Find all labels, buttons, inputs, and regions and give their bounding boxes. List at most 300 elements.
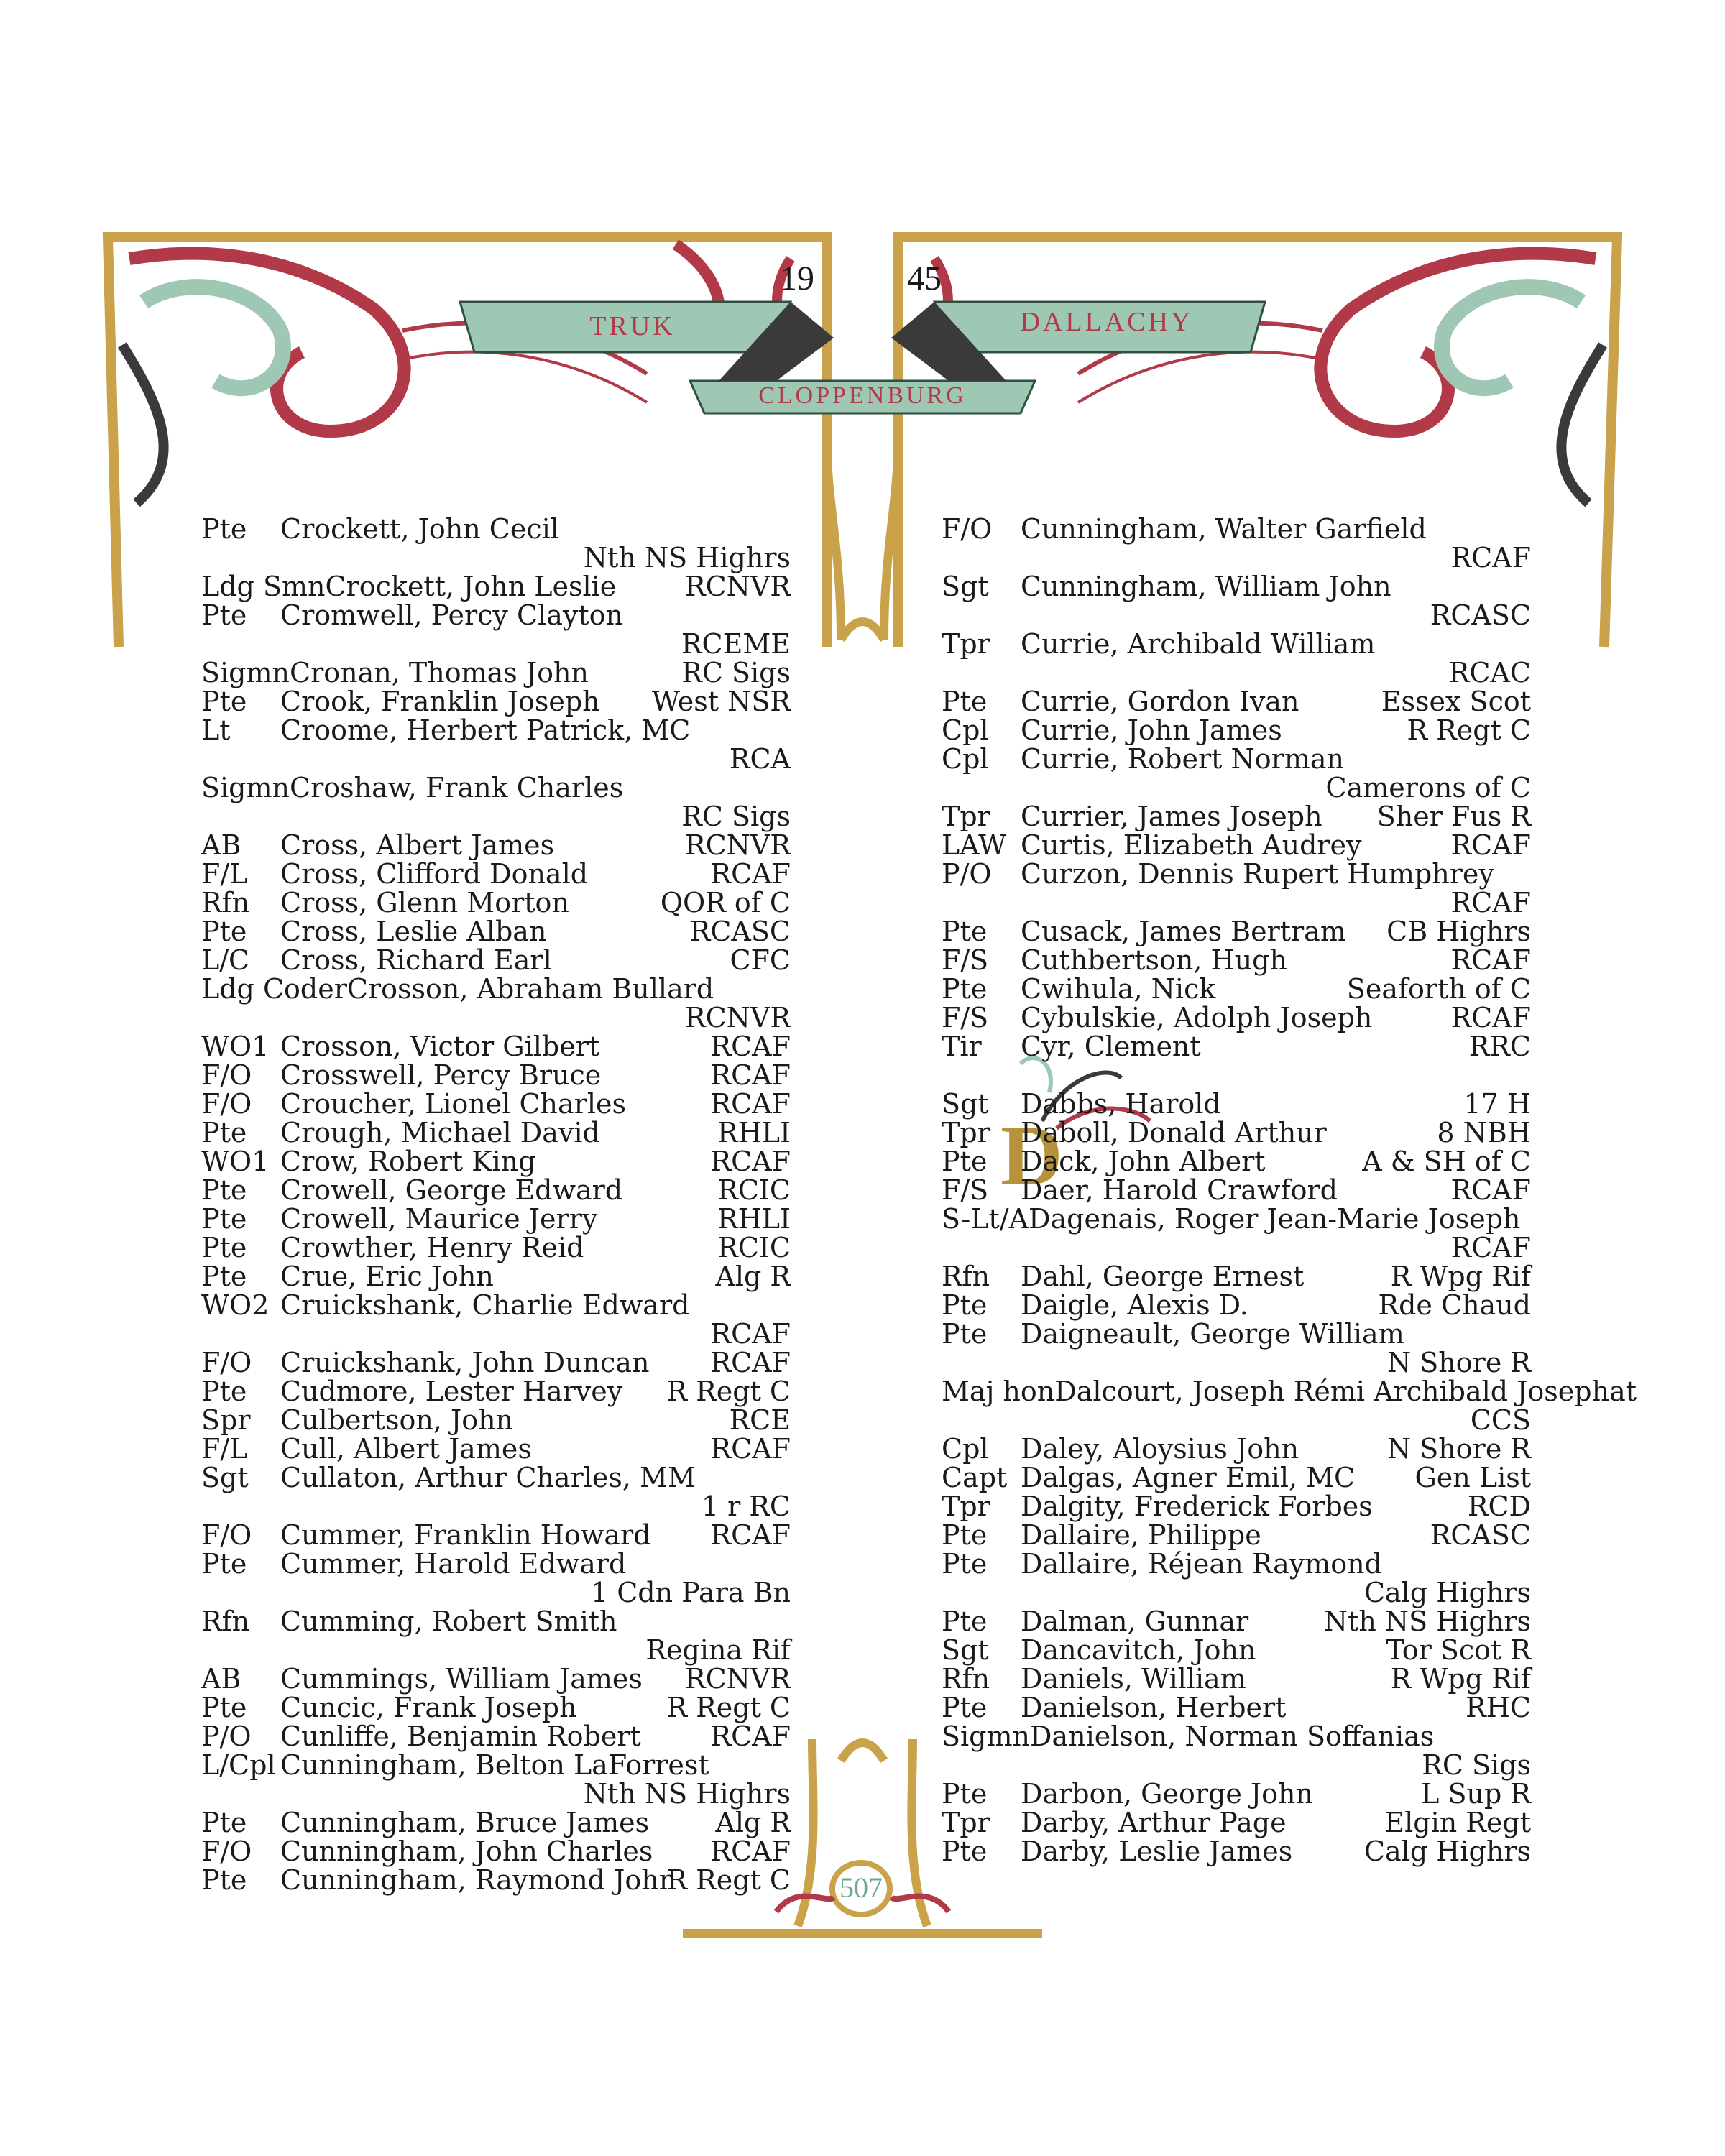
roll-entry — [942, 860, 1531, 917]
roll-entry — [942, 687, 1531, 716]
entry-rank: Pte — [942, 1778, 988, 1810]
entry-unit: R Wpg Rif — [1390, 1663, 1531, 1695]
entry-rank: Rfn — [942, 1663, 990, 1695]
entry-name: Cromwell, Percy Clayton — [280, 599, 623, 631]
entry-unit: RHC — [1466, 1692, 1531, 1723]
entry-unit: RCAF — [710, 1088, 791, 1120]
entry-name: Dalcourt, Joseph Rémi Archibald Josephat — [1054, 1376, 1637, 1407]
roll-entry — [942, 1779, 1531, 1808]
entry-unit: RCAF — [1450, 542, 1531, 573]
entry-unit: Regina Rif — [645, 1634, 791, 1666]
roll-entry — [942, 1319, 1531, 1377]
entry-rank: F/O — [201, 1835, 252, 1867]
entry-rank: Pte — [201, 1376, 247, 1407]
entry-name: Currie, Archibald William — [1021, 628, 1376, 660]
entry-rank: Tpr — [942, 1807, 990, 1838]
entry-name: Cross, Glenn Morton — [280, 887, 569, 918]
entry-name: Cross, Leslie Alban — [280, 916, 547, 947]
entry-rank: Cpl — [942, 743, 989, 775]
entry-name: Crue, Eric John — [280, 1261, 494, 1292]
entry-rank: Pte — [942, 973, 988, 1005]
entry-name: Cusack, James Bertram — [1021, 916, 1346, 947]
entry-name: Crosswell, Percy Bruce — [280, 1059, 602, 1091]
entry-name: Darbon, George John — [1021, 1778, 1313, 1810]
entry-rank: Pte — [201, 916, 247, 947]
entry-unit: RCAF — [710, 1059, 791, 1091]
entry-unit: West NSR — [651, 686, 791, 717]
entry-unit: RC Sigs — [681, 801, 791, 832]
entry-name: Crosson, Victor Gilbert — [280, 1031, 600, 1062]
roll-entry — [201, 1262, 791, 1291]
entry-rank: Rfn — [201, 1606, 250, 1637]
entry-rank: Rfn — [942, 1261, 990, 1292]
section-gap — [942, 1061, 1531, 1089]
entry-name: Crow, Robert King — [280, 1146, 536, 1177]
roll-entry — [201, 1032, 791, 1061]
entry-name: Cruickshank, Charlie Edward — [280, 1289, 690, 1321]
roll-entry — [942, 1549, 1531, 1607]
roll-entry — [201, 1377, 791, 1406]
entry-unit: R Regt C — [666, 1692, 791, 1723]
roll-entry — [201, 1434, 791, 1463]
left-scroll-ornament — [122, 244, 812, 503]
entry-name: Currie, Robert Norman — [1021, 743, 1344, 775]
entry-rank: AB — [201, 1663, 242, 1695]
roll-entry — [201, 1521, 791, 1549]
entry-unit: Gen List — [1414, 1462, 1531, 1493]
roll-entry — [942, 1463, 1531, 1492]
entry-unit: RRC — [1468, 1031, 1531, 1062]
roll-entry — [201, 860, 791, 888]
entry-name: Currie, John James — [1021, 714, 1282, 746]
entry-unit: RCAF — [710, 1519, 791, 1551]
entry-unit: Calg Highrs — [1363, 1835, 1531, 1867]
entry-rank: Pte — [201, 1174, 247, 1206]
roll-entry — [201, 687, 791, 716]
entry-name: Cwihula, Nick — [1021, 973, 1216, 1005]
entry-name: Daigle, Alexis D. — [1021, 1289, 1248, 1321]
roll-entry — [201, 1147, 791, 1176]
entry-rank: Tpr — [942, 1117, 990, 1148]
entry-unit: RCAF — [710, 1347, 791, 1378]
entry-unit: RCAF — [1450, 1002, 1531, 1033]
entry-name: Dalman, Gunnar — [1021, 1606, 1249, 1637]
entry-unit: Sher Fus R — [1376, 801, 1531, 832]
roll-entry — [201, 1348, 791, 1377]
entry-rank: F/O — [201, 1519, 252, 1551]
left-column-list — [201, 515, 791, 1894]
entry-unit: RCEME — [681, 628, 791, 660]
entry-name: Daniels, William — [1021, 1663, 1246, 1695]
roll-entry — [201, 1607, 791, 1664]
entry-name: Cruickshank, John Duncan — [280, 1347, 650, 1378]
roll-entry — [201, 888, 791, 917]
entry-unit: RCNVR — [685, 1002, 791, 1033]
entry-unit: RCAF — [1450, 1232, 1531, 1263]
roll-entry — [201, 1722, 791, 1751]
entry-name: Crosson, Abraham Bullard — [346, 973, 714, 1005]
roll-entry — [942, 1492, 1531, 1521]
entry-rank: F/S — [942, 944, 989, 976]
entry-unit: 17 H — [1463, 1088, 1531, 1120]
entry-unit: RCIC — [717, 1232, 791, 1263]
entry-unit: RCE — [729, 1404, 791, 1436]
entry-unit: RCAF — [710, 1318, 791, 1350]
roll-entry — [201, 1406, 791, 1434]
entry-name: Cumming, Robert Smith — [280, 1606, 617, 1637]
roll-entry — [201, 515, 791, 572]
entry-name: Dallaire, Réjean Raymond — [1021, 1548, 1382, 1580]
entry-unit: Nth NS Highrs — [583, 542, 791, 573]
entry-unit: RCAF — [710, 1720, 791, 1752]
entry-rank: Pte — [942, 1548, 988, 1580]
entry-rank: Sgt — [201, 1462, 249, 1493]
entry-rank: Sgt — [942, 1634, 989, 1666]
entry-rank: Tpr — [942, 628, 990, 660]
roll-entry — [942, 716, 1531, 745]
entry-unit: RHLI — [717, 1117, 791, 1148]
entry-rank: F/L — [201, 858, 248, 890]
entry-rank: Pte — [201, 1864, 247, 1896]
entry-unit: RCNVR — [685, 571, 791, 602]
entry-unit: CCS — [1470, 1404, 1531, 1436]
roll-entry — [942, 1808, 1531, 1837]
roll-entry — [201, 831, 791, 860]
entry-unit: R Wpg Rif — [1390, 1261, 1531, 1292]
entry-rank: LAW — [942, 829, 1007, 861]
entry-unit: CB Highrs — [1386, 916, 1531, 947]
roll-entry — [201, 1118, 791, 1147]
roll-entry — [942, 1032, 1531, 1061]
entry-name: Cummer, Franklin Howard — [280, 1519, 651, 1551]
entry-rank: Sgt — [942, 571, 989, 602]
roll-entry — [201, 716, 791, 773]
roll-entry — [942, 1434, 1531, 1463]
entry-unit: RCAF — [710, 1146, 791, 1177]
entry-unit: 1 r RC — [701, 1491, 791, 1522]
entry-name: Cudmore, Lester Harvey — [280, 1376, 623, 1407]
entry-name: Dalgity, Frederick Forbes — [1021, 1491, 1373, 1522]
entry-unit: RCASC — [1430, 599, 1531, 631]
right-column-list — [942, 513, 1637, 1867]
entry-unit: Camerons of C — [1325, 772, 1531, 803]
roll-entry — [942, 1204, 1531, 1262]
entry-unit: RCD — [1467, 1491, 1531, 1522]
entry-name: Daigneault, George William — [1021, 1318, 1404, 1350]
roll-entry — [201, 1061, 791, 1089]
roll-entry — [201, 1291, 791, 1348]
entry-name: Crough, Michael David — [280, 1117, 600, 1148]
entry-unit: RC Sigs — [1422, 1749, 1531, 1781]
entry-rank: F/L — [201, 1433, 248, 1465]
entry-name: Croucher, Lionel Charles — [280, 1088, 626, 1120]
entry-rank: Pte — [201, 1117, 247, 1148]
roll-entry — [201, 1176, 791, 1204]
entry-unit: CFC — [730, 944, 791, 976]
roll-entry — [942, 1262, 1531, 1291]
entry-unit: Calg Highrs — [1363, 1577, 1531, 1608]
entry-rank: F/O — [201, 1088, 252, 1120]
entry-name: Crook, Franklin Joseph — [280, 686, 600, 717]
entry-unit: N Shore R — [1386, 1347, 1531, 1378]
roll-entry — [942, 975, 1531, 1003]
banner-truk: TRUK — [589, 311, 676, 341]
roll-entry — [201, 1693, 791, 1722]
entry-unit: RC Sigs — [681, 657, 791, 688]
entry-rank: Pte — [942, 1519, 988, 1551]
entry-unit: Alg R — [715, 1807, 791, 1838]
entry-unit: RCAF — [710, 1433, 791, 1465]
entry-name: Daer, Harold Crawford — [1021, 1174, 1338, 1206]
roll-entry — [942, 630, 1531, 687]
entry-rank: F/O — [201, 1347, 252, 1378]
entry-rank: WO2 — [201, 1289, 270, 1321]
entry-rank: Cpl — [942, 714, 989, 746]
entry-name: Dalgas, Agner Emil, MC — [1021, 1462, 1356, 1493]
entry-rank: S-Lt/A — [942, 1203, 1029, 1235]
entry-rank: F/S — [942, 1002, 989, 1033]
entry-unit: RCAF — [1450, 829, 1531, 861]
page-number: 507 — [840, 1871, 883, 1904]
entry-name: Croshaw, Frank Charles — [290, 772, 624, 803]
entry-unit: Seaforth of C — [1346, 973, 1531, 1005]
year-second-half: 45 — [907, 259, 942, 298]
entry-name: Currier, James Joseph — [1021, 801, 1322, 832]
roll-entry — [201, 1204, 791, 1233]
entry-unit: Tor Scot R — [1386, 1634, 1531, 1666]
entry-unit: QOR of C — [660, 887, 791, 918]
entry-rank: L/Cpl — [201, 1749, 276, 1781]
entry-unit: R Regt C — [666, 1376, 791, 1407]
entry-rank: Pte — [201, 513, 247, 545]
roll-entry — [201, 917, 791, 946]
entry-unit: N Shore R — [1386, 1433, 1531, 1465]
roll-entry — [942, 802, 1531, 831]
entry-rank: Pte — [201, 1203, 247, 1235]
entry-unit: Rde Chaud — [1378, 1289, 1531, 1321]
roll-entry — [942, 917, 1531, 946]
roll-entry — [942, 946, 1531, 975]
entry-rank: WO1 — [201, 1146, 270, 1177]
entry-rank: Pte — [201, 599, 247, 631]
roll-entry — [201, 975, 791, 1032]
entry-rank: Sigmn — [942, 1720, 1031, 1752]
entry-unit: RCAF — [1450, 887, 1531, 918]
entry-name: Cunningham, Belton LaForrest — [280, 1749, 709, 1781]
entry-name: Currie, Gordon Ivan — [1021, 686, 1300, 717]
entry-name: Cuthbertson, Hugh — [1021, 944, 1287, 976]
roll-entry — [942, 1176, 1531, 1204]
roll-entry — [201, 1089, 791, 1118]
entry-rank: Pte — [942, 1692, 988, 1723]
entry-unit: Elgin Regt — [1384, 1807, 1531, 1838]
right-scroll-ornament — [913, 254, 1603, 503]
entry-rank: AB — [201, 829, 242, 861]
entry-name: Culbertson, John — [280, 1404, 514, 1436]
entry-unit: 8 NBH — [1437, 1117, 1531, 1148]
entry-unit: R Regt C — [1407, 714, 1531, 746]
roll-entry — [201, 946, 791, 975]
entry-name: Dagenais, Roger Jean-Marie Joseph — [1029, 1203, 1521, 1235]
entry-name: Dack, John Albert — [1021, 1146, 1266, 1177]
entry-name: Darby, Arthur Page — [1021, 1807, 1287, 1838]
entry-unit: RCAC — [1448, 657, 1531, 688]
entry-rank: Ldg Smn — [201, 571, 326, 602]
entry-name: Dancavitch, John — [1021, 1634, 1256, 1666]
entry-name: Cunningham, Walter Garfield — [1021, 513, 1427, 545]
entry-name: Cuncic, Frank Joseph — [280, 1692, 577, 1723]
entry-rank: Sigmn — [201, 657, 290, 688]
entry-rank: Pte — [201, 1807, 247, 1838]
entry-unit: RCAF — [710, 1835, 791, 1867]
entry-rank: Ldg Coder — [201, 973, 347, 1005]
entry-rank: Capt — [942, 1462, 1008, 1493]
entry-name: Cybulskie, Adolph Joseph — [1021, 1002, 1373, 1033]
entry-name: Crockett, John Cecil — [280, 513, 559, 545]
entry-rank: WO1 — [201, 1031, 270, 1062]
entry-rank: Lt — [201, 714, 231, 746]
entry-unit: RCAF — [710, 858, 791, 890]
roll-entry — [201, 1463, 791, 1521]
entry-rank: L/C — [201, 944, 250, 976]
roll-entry — [942, 1003, 1531, 1032]
entry-name: Crowell, George Edward — [280, 1174, 623, 1206]
entry-rank: Pte — [201, 686, 247, 717]
entry-name: Cross, Clifford Donald — [280, 858, 589, 890]
entry-unit: RCNVR — [685, 829, 791, 861]
roll-entry — [201, 572, 791, 601]
entry-name: Cunliffe, Benjamin Robert — [280, 1720, 641, 1752]
roll-entry — [201, 773, 791, 831]
roll-entry — [942, 831, 1531, 860]
entry-name: Cunningham, Raymond John — [280, 1864, 677, 1896]
entry-unit: RCAF — [1450, 944, 1531, 976]
roll-entry — [942, 1693, 1531, 1722]
entry-name: Cullaton, Arthur Charles, MM — [280, 1462, 696, 1493]
entry-unit: L Sup R — [1421, 1778, 1531, 1810]
entry-name: Cunningham, John Charles — [280, 1835, 653, 1867]
dropcap-d: D — [1000, 1107, 1063, 1203]
entry-rank: P/O — [201, 1720, 252, 1752]
entry-name: Cross, Albert James — [280, 829, 555, 861]
roll-entry — [201, 1664, 791, 1693]
entry-unit: Nth NS Highrs — [583, 1778, 791, 1810]
entry-name: Curzon, Dennis Rupert Humphrey — [1021, 858, 1494, 890]
roll-entry — [942, 1664, 1531, 1693]
roll-entry — [942, 1607, 1531, 1636]
entry-unit: RHLI — [717, 1203, 791, 1235]
entry-rank: Pte — [942, 1289, 988, 1321]
roll-entry — [942, 1521, 1531, 1549]
entry-rank: Sigmn — [201, 772, 290, 803]
banner-cloppenburg: CLOPPENBURG — [758, 382, 967, 409]
entry-unit: RCNVR — [685, 1663, 791, 1695]
entry-name: Crockett, John Leslie — [325, 571, 617, 602]
entry-unit: A & SH of C — [1362, 1146, 1531, 1177]
roll-entry — [201, 1837, 791, 1866]
roll-entry — [942, 1147, 1531, 1176]
entry-rank: F/O — [201, 1059, 252, 1091]
roll-entry — [942, 1722, 1531, 1779]
entry-unit: RCIC — [717, 1174, 791, 1206]
entry-name: Dabbs, Harold — [1021, 1088, 1221, 1120]
entry-name: Darby, Leslie James — [1021, 1835, 1293, 1867]
entry-rank: Pte — [201, 1692, 247, 1723]
entry-name: Crowell, Maurice Jerry — [280, 1203, 598, 1235]
roll-entry — [942, 1376, 1637, 1436]
roll-entry — [942, 515, 1531, 572]
entry-name: Dallaire, Philippe — [1021, 1519, 1261, 1551]
roll-entry — [942, 1291, 1531, 1319]
entry-rank: Sgt — [942, 1088, 989, 1120]
entry-name: Cunningham, William John — [1021, 571, 1392, 602]
entry-name: Cunningham, Bruce James — [280, 1807, 650, 1838]
roll-entry — [942, 572, 1531, 630]
entry-name: Cross, Richard Earl — [280, 944, 552, 976]
entry-name: Croome, Herbert Patrick, MC — [280, 714, 691, 746]
entry-unit: RCAF — [710, 1031, 791, 1062]
entry-rank: Pte — [201, 1232, 247, 1263]
entry-name: Daley, Aloysius John — [1021, 1433, 1300, 1465]
entry-rank: Pte — [942, 916, 988, 947]
roll-entry — [942, 1089, 1531, 1118]
entry-unit: RCASC — [689, 916, 791, 947]
entry-rank: Tir — [942, 1031, 982, 1062]
roll-entry — [201, 1751, 791, 1808]
entry-rank: Pte — [942, 1606, 988, 1637]
roll-entry — [942, 1118, 1531, 1147]
entry-rank: Tpr — [942, 801, 990, 832]
roll-entry — [201, 1233, 791, 1262]
entry-rank: Tpr — [942, 1491, 990, 1522]
roll-entry — [942, 1837, 1531, 1866]
entry-name: Cyr, Clement — [1021, 1031, 1201, 1062]
entry-unit: RCASC — [1430, 1519, 1531, 1551]
entry-unit: Essex Scot — [1381, 686, 1531, 717]
entry-unit: Alg R — [715, 1261, 791, 1292]
entry-unit: 1 Cdn Para Bn — [590, 1577, 791, 1608]
entry-unit: R Regt C — [666, 1864, 791, 1896]
roll-entry — [201, 1549, 791, 1607]
roll-entry — [201, 601, 791, 658]
entry-rank: Rfn — [201, 887, 250, 918]
roll-entry — [201, 658, 791, 687]
entry-rank: Pte — [942, 1318, 988, 1350]
entry-rank: Cpl — [942, 1433, 989, 1465]
year-first-half: 19 — [780, 259, 814, 298]
roll-entry — [201, 1866, 791, 1894]
entry-unit: RCA — [729, 743, 791, 775]
entry-name: Danielson, Norman Soffanias — [1030, 1720, 1435, 1752]
entry-rank: Pte — [942, 1835, 988, 1867]
entry-name: Cronan, Thomas John — [290, 657, 589, 688]
entry-rank: Pte — [942, 686, 988, 717]
entry-unit: RCAF — [1450, 1174, 1531, 1206]
entry-rank: F/S — [942, 1174, 989, 1206]
entry-name: Cummings, William James — [280, 1663, 643, 1695]
entry-name: Daboll, Donald Arthur — [1021, 1117, 1327, 1148]
banner-dallachy: DALLACHY — [1020, 307, 1194, 337]
entry-rank: Pte — [942, 1146, 988, 1177]
entry-name: Cummer, Harold Edward — [280, 1548, 627, 1580]
entry-name: Dahl, George Ernest — [1021, 1261, 1305, 1292]
roll-entry — [201, 1808, 791, 1837]
entry-rank: Maj hon — [942, 1376, 1055, 1407]
entry-name: Danielson, Herbert — [1021, 1692, 1287, 1723]
roll-entry — [942, 745, 1531, 802]
roll-entry — [942, 1636, 1531, 1664]
entry-rank: P/O — [942, 858, 992, 890]
